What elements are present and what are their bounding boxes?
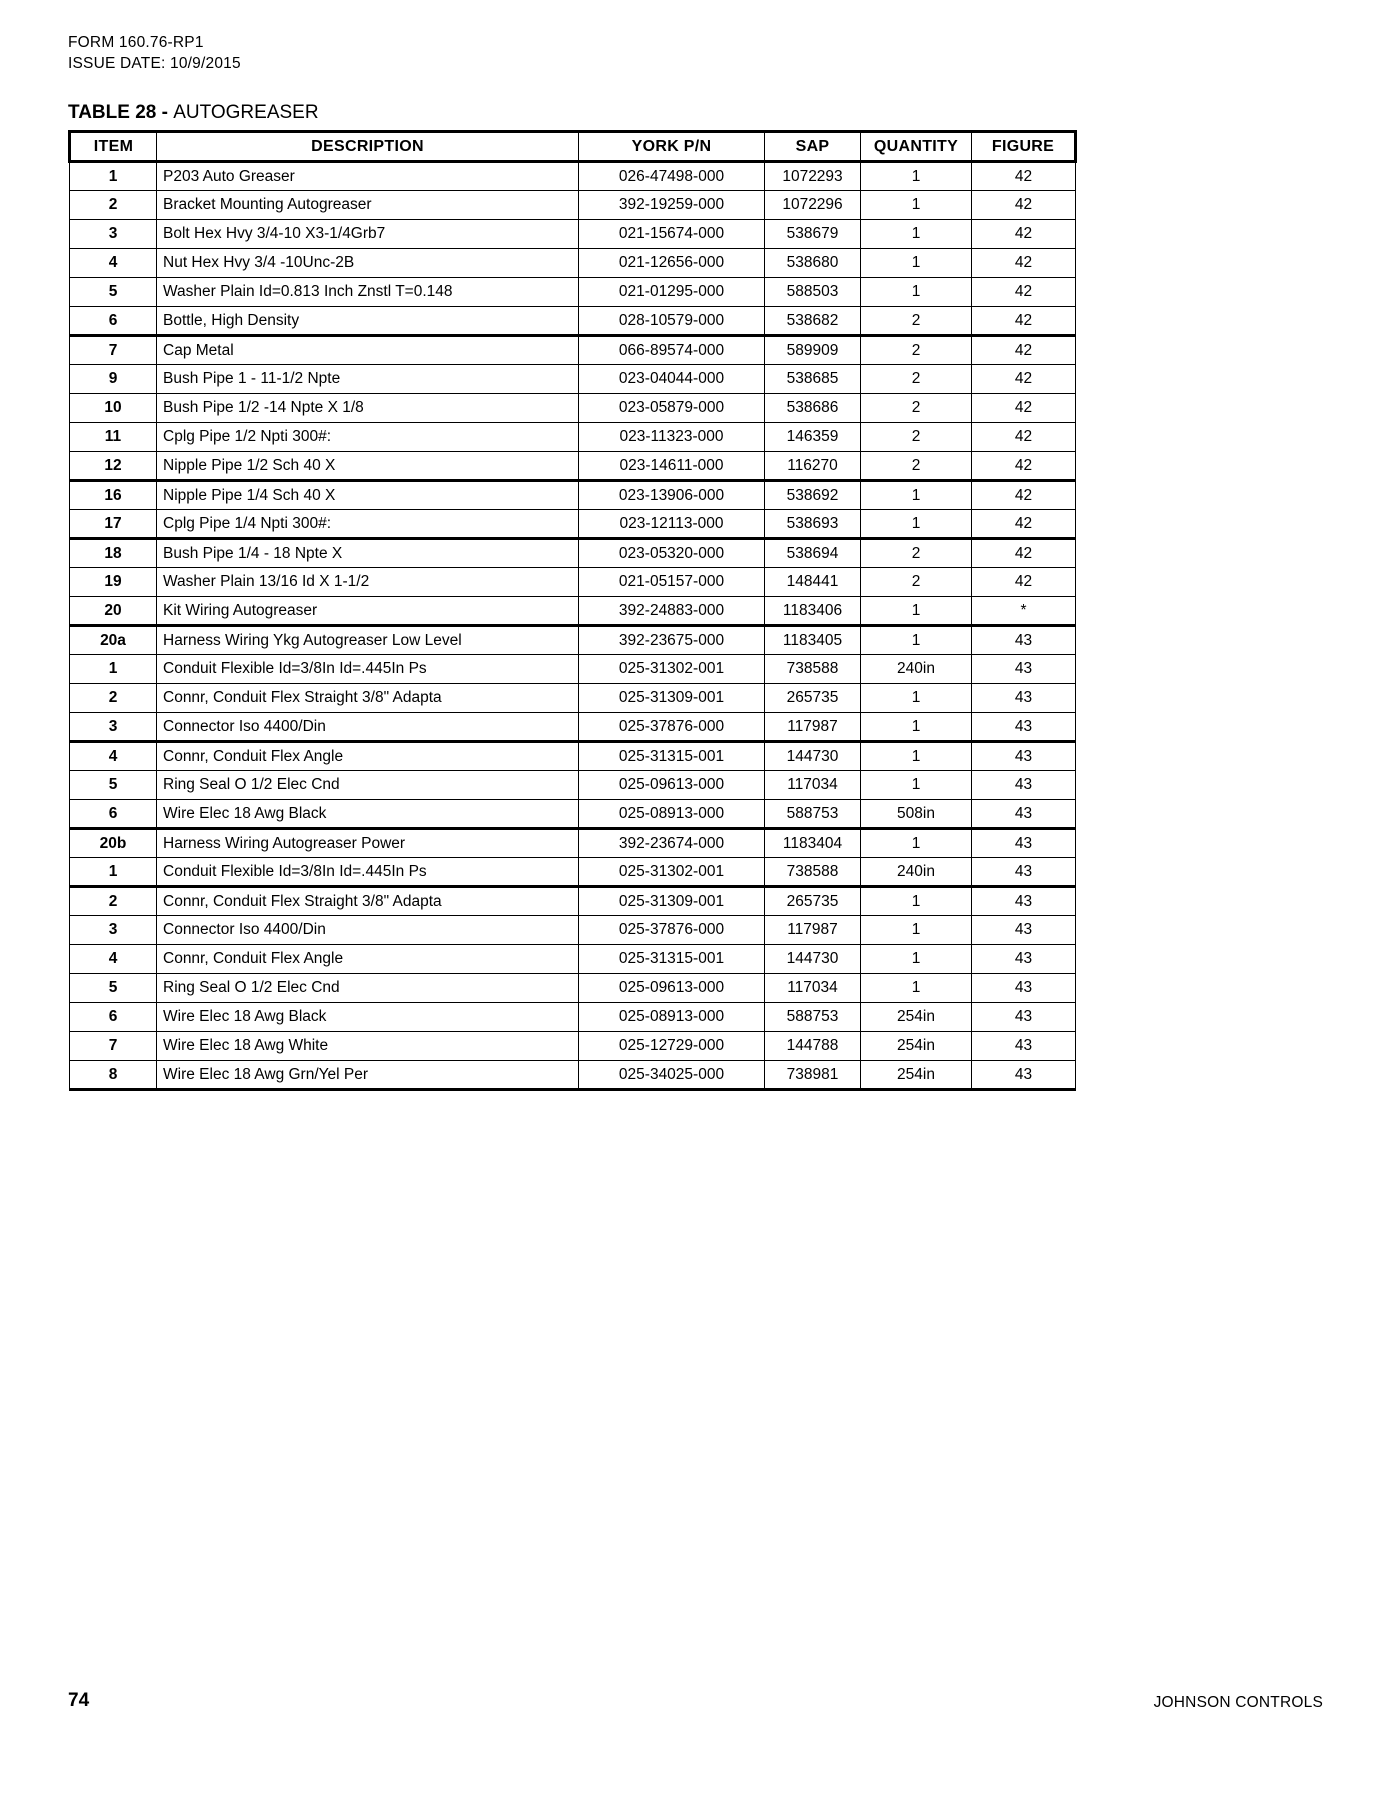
cell-figure: 43	[972, 916, 1076, 945]
cell-sap: 538682	[765, 307, 861, 336]
cell-figure: 42	[972, 568, 1076, 597]
cell-description: Bush Pipe 1/4 - 18 Npte X	[157, 539, 579, 568]
cell-york-pn: 066-89574-000	[579, 336, 765, 365]
cell-sap: 538680	[765, 249, 861, 278]
cell-quantity: 1	[861, 597, 972, 626]
cell-york-pn: 023-05320-000	[579, 539, 765, 568]
cell-york-pn: 025-08913-000	[579, 800, 765, 829]
cell-sap: 738588	[765, 858, 861, 887]
table-row	[70, 539, 1076, 568]
cell-item: 20	[70, 597, 157, 626]
cell-figure: 43	[972, 858, 1076, 887]
cell-quantity: 254in	[861, 1032, 972, 1061]
cell-quantity: 1	[861, 626, 972, 655]
cell-york-pn: 025-31315-001	[579, 945, 765, 974]
cell-quantity: 1	[861, 220, 972, 249]
cell-figure: 42	[972, 162, 1076, 191]
table-row	[70, 1061, 1076, 1090]
table-title-name: AUTOGREASER	[173, 102, 319, 123]
cell-description: Ring Seal O 1/2 Elec Cnd	[157, 974, 579, 1003]
table-row	[70, 510, 1076, 539]
cell-quantity: 1	[861, 829, 972, 858]
cell-sap: 144788	[765, 1032, 861, 1061]
cell-sap: 117034	[765, 974, 861, 1003]
cell-figure: 43	[972, 829, 1076, 858]
table-row	[70, 249, 1076, 278]
cell-quantity: 2	[861, 423, 972, 452]
cell-figure: 43	[972, 684, 1076, 713]
cell-figure: 42	[972, 394, 1076, 423]
cell-york-pn: 025-12729-000	[579, 1032, 765, 1061]
table-row	[70, 307, 1076, 336]
cell-york-pn: 025-31302-001	[579, 858, 765, 887]
cell-quantity: 1	[861, 278, 972, 307]
table-row	[70, 800, 1076, 829]
cell-quantity: 1	[861, 742, 972, 771]
cell-quantity: 1	[861, 713, 972, 742]
cell-item: 18	[70, 539, 157, 568]
cell-york-pn: 021-05157-000	[579, 568, 765, 597]
cell-item: 1	[70, 655, 157, 684]
cell-quantity: 1	[861, 249, 972, 278]
table-row	[70, 945, 1076, 974]
cell-york-pn: 025-31309-001	[579, 887, 765, 916]
table-row	[70, 1003, 1076, 1032]
cell-sap: 588753	[765, 1003, 861, 1032]
cell-description: Harness Wiring Ykg Autogreaser Low Level	[157, 626, 579, 655]
cell-figure: 43	[972, 945, 1076, 974]
cell-york-pn: 392-19259-000	[579, 191, 765, 220]
cell-item: 9	[70, 365, 157, 394]
cell-description: Cplg Pipe 1/2 Npti 300#:	[157, 423, 579, 452]
cell-york-pn: 021-12656-000	[579, 249, 765, 278]
cell-figure: 43	[972, 626, 1076, 655]
cell-york-pn: 025-09613-000	[579, 771, 765, 800]
cell-description: Nipple Pipe 1/4 Sch 40 X	[157, 481, 579, 510]
cell-sap: 538694	[765, 539, 861, 568]
cell-quantity: 2	[861, 539, 972, 568]
cell-description: Conduit Flexible Id=3/8In Id=.445In Ps	[157, 655, 579, 684]
cell-description: Connector Iso 4400/Din	[157, 916, 579, 945]
cell-york-pn: 026-47498-000	[579, 162, 765, 191]
cell-description: Washer Plain 13/16 Id X 1-1/2	[157, 568, 579, 597]
cell-item: 16	[70, 481, 157, 510]
page-number: 74	[68, 1690, 90, 1711]
cell-description: Connector Iso 4400/Din	[157, 713, 579, 742]
cell-description: Connr, Conduit Flex Straight 3/8" Adapta	[157, 684, 579, 713]
cell-sap: 1072296	[765, 191, 861, 220]
table-row	[70, 191, 1076, 220]
cell-item: 5	[70, 974, 157, 1003]
cell-description: Wire Elec 18 Awg Grn/Yel Per	[157, 1061, 579, 1090]
cell-figure: 43	[972, 1032, 1076, 1061]
cell-sap: 1072293	[765, 162, 861, 191]
cell-sap: 1183406	[765, 597, 861, 626]
table-row	[70, 597, 1076, 626]
cell-quantity: 2	[861, 394, 972, 423]
parts-table-container	[68, 130, 1074, 1091]
parts-table	[68, 130, 1077, 1091]
cell-description: Cap Metal	[157, 336, 579, 365]
cell-quantity: 1	[861, 510, 972, 539]
cell-item: 20a	[70, 626, 157, 655]
cell-york-pn: 392-23674-000	[579, 829, 765, 858]
cell-quantity: 2	[861, 568, 972, 597]
cell-sap: 588503	[765, 278, 861, 307]
cell-description: Washer Plain Id=0.813 Inch Znstl T=0.148	[157, 278, 579, 307]
cell-figure: 42	[972, 191, 1076, 220]
cell-york-pn: 023-14611-000	[579, 452, 765, 481]
cell-york-pn: 025-31315-001	[579, 742, 765, 771]
cell-york-pn: 025-31302-001	[579, 655, 765, 684]
cell-quantity: 240in	[861, 858, 972, 887]
cell-item: 2	[70, 191, 157, 220]
cell-quantity: 1	[861, 771, 972, 800]
table-row	[70, 655, 1076, 684]
table-row	[70, 974, 1076, 1003]
cell-item: 7	[70, 336, 157, 365]
cell-description: Bracket Mounting Autogreaser	[157, 191, 579, 220]
cell-item: 8	[70, 1061, 157, 1090]
cell-sap: 538693	[765, 510, 861, 539]
table-row	[70, 684, 1076, 713]
document-header	[68, 32, 241, 74]
cell-sap: 117987	[765, 713, 861, 742]
cell-quantity: 1	[861, 945, 972, 974]
cell-description: Wire Elec 18 Awg Black	[157, 1003, 579, 1032]
cell-figure: 42	[972, 278, 1076, 307]
cell-york-pn: 021-01295-000	[579, 278, 765, 307]
cell-item: 3	[70, 220, 157, 249]
cell-figure: 43	[972, 655, 1076, 684]
table-row	[70, 1032, 1076, 1061]
column-header-item: ITEM	[70, 132, 157, 162]
cell-description: Kit Wiring Autogreaser	[157, 597, 579, 626]
cell-york-pn: 028-10579-000	[579, 307, 765, 336]
column-header-sap: SAP	[765, 132, 861, 162]
cell-sap: 265735	[765, 684, 861, 713]
cell-sap: 588753	[765, 800, 861, 829]
cell-sap: 148441	[765, 568, 861, 597]
cell-figure: 43	[972, 742, 1076, 771]
company-name: JOHNSON CONTROLS	[1153, 1694, 1323, 1711]
cell-description: Ring Seal O 1/2 Elec Cnd	[157, 771, 579, 800]
cell-item: 7	[70, 1032, 157, 1061]
cell-figure: 42	[972, 249, 1076, 278]
cell-york-pn: 025-37876-000	[579, 713, 765, 742]
cell-description: Harness Wiring Autogreaser Power	[157, 829, 579, 858]
cell-sap: 538692	[765, 481, 861, 510]
form-number: FORM 160.76-RP1	[68, 34, 204, 51]
table-title-label: TABLE 28 -	[68, 102, 168, 123]
cell-description: Connr, Conduit Flex Angle	[157, 945, 579, 974]
cell-item: 2	[70, 887, 157, 916]
cell-sap: 265735	[765, 887, 861, 916]
cell-description: Nut Hex Hvy 3/4 -10Unc-2B	[157, 249, 579, 278]
table-row	[70, 742, 1076, 771]
cell-figure: 42	[972, 220, 1076, 249]
cell-item: 1	[70, 162, 157, 191]
cell-item: 6	[70, 1003, 157, 1032]
cell-item: 4	[70, 742, 157, 771]
cell-item: 4	[70, 945, 157, 974]
column-header-quantity: QUANTITY	[861, 132, 972, 162]
column-header-figure: FIGURE	[972, 132, 1076, 162]
cell-item: 1	[70, 858, 157, 887]
cell-figure: 43	[972, 1061, 1076, 1090]
cell-figure: 43	[972, 1003, 1076, 1032]
cell-figure: 43	[972, 974, 1076, 1003]
cell-quantity: 1	[861, 916, 972, 945]
cell-sap: 117034	[765, 771, 861, 800]
cell-sap: 538686	[765, 394, 861, 423]
cell-figure: 42	[972, 452, 1076, 481]
table-row	[70, 771, 1076, 800]
cell-item: 5	[70, 771, 157, 800]
cell-york-pn: 025-34025-000	[579, 1061, 765, 1090]
cell-sap: 1183405	[765, 626, 861, 655]
cell-quantity: 2	[861, 336, 972, 365]
table-body	[70, 162, 1076, 1090]
cell-york-pn: 392-23675-000	[579, 626, 765, 655]
table-row	[70, 626, 1076, 655]
cell-quantity: 254in	[861, 1061, 972, 1090]
cell-figure: 43	[972, 800, 1076, 829]
cell-quantity: 508in	[861, 800, 972, 829]
cell-item: 3	[70, 713, 157, 742]
table-row	[70, 394, 1076, 423]
cell-sap: 589909	[765, 336, 861, 365]
cell-quantity: 254in	[861, 1003, 972, 1032]
cell-figure: 42	[972, 539, 1076, 568]
table-row	[70, 713, 1076, 742]
table-row	[70, 568, 1076, 597]
cell-figure: 42	[972, 365, 1076, 394]
table-row	[70, 365, 1076, 394]
cell-figure: 43	[972, 713, 1076, 742]
table-row	[70, 452, 1076, 481]
cell-description: Connr, Conduit Flex Straight 3/8" Adapta	[157, 887, 579, 916]
cell-description: Conduit Flexible Id=3/8In Id=.445In Ps	[157, 858, 579, 887]
cell-quantity: 1	[861, 684, 972, 713]
table-row	[70, 916, 1076, 945]
cell-sap: 146359	[765, 423, 861, 452]
cell-description: Cplg Pipe 1/4 Npti 300#:	[157, 510, 579, 539]
table-row	[70, 887, 1076, 916]
cell-description: P203 Auto Greaser	[157, 162, 579, 191]
column-header-york-pn: YORK P/N	[579, 132, 765, 162]
cell-sap: 738981	[765, 1061, 861, 1090]
cell-york-pn: 023-13906-000	[579, 481, 765, 510]
cell-figure: 42	[972, 307, 1076, 336]
cell-york-pn: 023-04044-000	[579, 365, 765, 394]
cell-item: 4	[70, 249, 157, 278]
cell-sap: 144730	[765, 742, 861, 771]
cell-item: 5	[70, 278, 157, 307]
cell-quantity: 2	[861, 452, 972, 481]
issue-date: ISSUE DATE: 10/9/2015	[68, 55, 241, 72]
cell-quantity: 2	[861, 365, 972, 394]
cell-sap: 144730	[765, 945, 861, 974]
cell-item: 19	[70, 568, 157, 597]
cell-sap: 1183404	[765, 829, 861, 858]
table-row	[70, 220, 1076, 249]
cell-item: 3	[70, 916, 157, 945]
cell-description: Nipple Pipe 1/2 Sch 40 X	[157, 452, 579, 481]
table-row	[70, 481, 1076, 510]
cell-sap: 738588	[765, 655, 861, 684]
table-row	[70, 162, 1076, 191]
cell-york-pn: 023-11323-000	[579, 423, 765, 452]
table-title	[68, 101, 319, 125]
cell-quantity: 1	[861, 162, 972, 191]
cell-description: Bolt Hex Hvy 3/4-10 X3-1/4Grb7	[157, 220, 579, 249]
cell-york-pn: 025-08913-000	[579, 1003, 765, 1032]
cell-figure: 42	[972, 510, 1076, 539]
cell-description: Connr, Conduit Flex Angle	[157, 742, 579, 771]
cell-figure: 43	[972, 887, 1076, 916]
cell-sap: 117987	[765, 916, 861, 945]
cell-york-pn: 025-09613-000	[579, 974, 765, 1003]
cell-sap: 116270	[765, 452, 861, 481]
cell-york-pn: 025-37876-000	[579, 916, 765, 945]
cell-description: Bush Pipe 1 - 11-1/2 Npte	[157, 365, 579, 394]
cell-description: Bush Pipe 1/2 -14 Npte X 1/8	[157, 394, 579, 423]
cell-figure: 43	[972, 771, 1076, 800]
cell-item: 11	[70, 423, 157, 452]
cell-item: 20b	[70, 829, 157, 858]
document-footer	[0, 1690, 1391, 1720]
cell-item: 6	[70, 307, 157, 336]
table-row	[70, 336, 1076, 365]
cell-quantity: 2	[861, 307, 972, 336]
cell-york-pn: 025-31309-001	[579, 684, 765, 713]
cell-quantity: 240in	[861, 655, 972, 684]
cell-york-pn: 392-24883-000	[579, 597, 765, 626]
column-header-description: DESCRIPTION	[157, 132, 579, 162]
cell-figure: 42	[972, 423, 1076, 452]
cell-item: 17	[70, 510, 157, 539]
cell-quantity: 1	[861, 481, 972, 510]
cell-york-pn: 023-12113-000	[579, 510, 765, 539]
cell-sap: 538679	[765, 220, 861, 249]
cell-description: Wire Elec 18 Awg Black	[157, 800, 579, 829]
cell-figure: 42	[972, 336, 1076, 365]
table-row	[70, 858, 1076, 887]
cell-item: 10	[70, 394, 157, 423]
cell-item: 12	[70, 452, 157, 481]
table-row	[70, 423, 1076, 452]
cell-item: 6	[70, 800, 157, 829]
cell-figure: *	[972, 597, 1076, 626]
cell-figure: 42	[972, 481, 1076, 510]
cell-quantity: 1	[861, 887, 972, 916]
table-header-row	[70, 132, 1076, 162]
cell-item: 2	[70, 684, 157, 713]
table-row	[70, 278, 1076, 307]
cell-york-pn: 023-05879-000	[579, 394, 765, 423]
cell-description: Bottle, High Density	[157, 307, 579, 336]
cell-sap: 538685	[765, 365, 861, 394]
cell-york-pn: 021-15674-000	[579, 220, 765, 249]
cell-quantity: 1	[861, 974, 972, 1003]
cell-quantity: 1	[861, 191, 972, 220]
table-row	[70, 829, 1076, 858]
cell-description: Wire Elec 18 Awg White	[157, 1032, 579, 1061]
